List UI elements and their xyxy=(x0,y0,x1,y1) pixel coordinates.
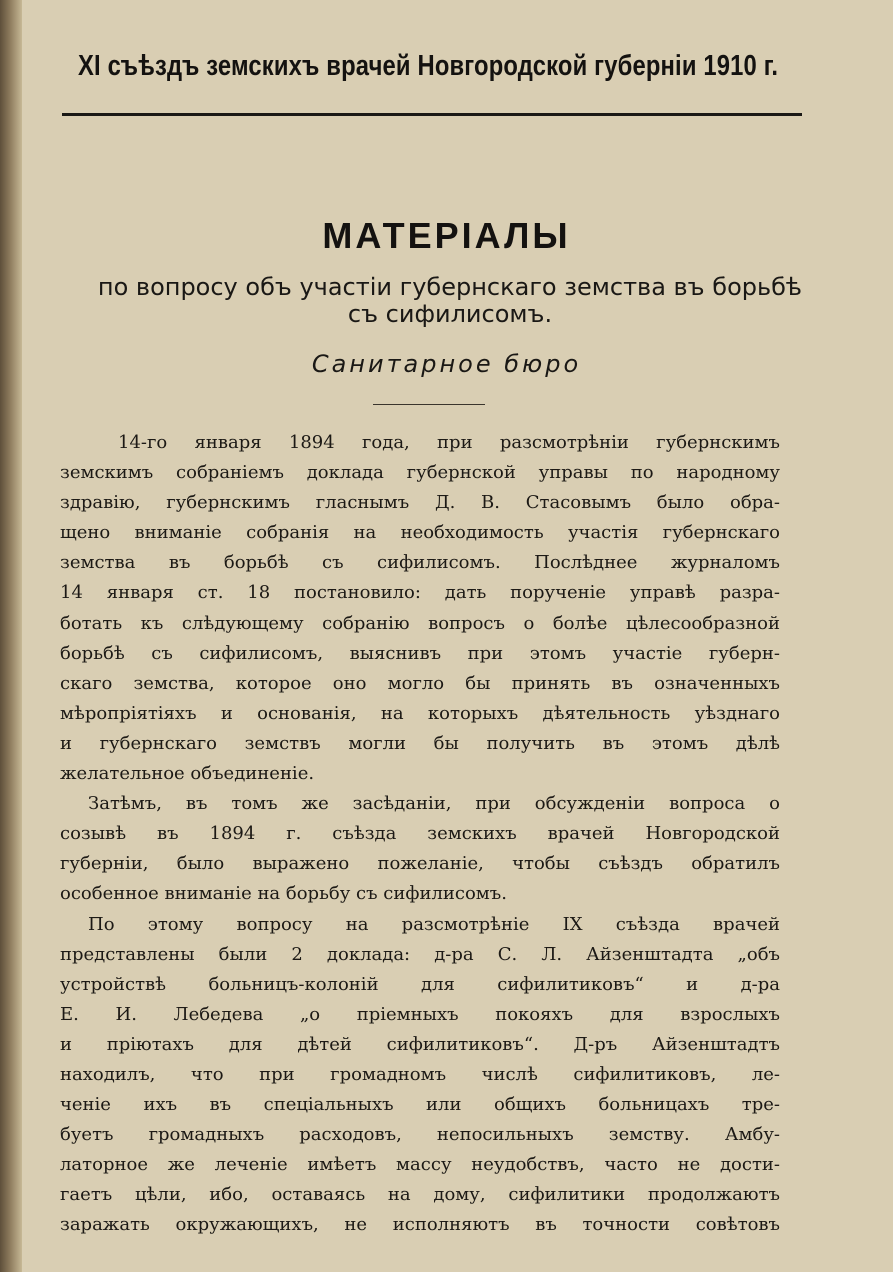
text-line: особенное вниманіе на борьбу съ сифилисомъ. xyxy=(60,883,507,905)
text-line: здравію, губернскимъ гласнымъ Д. В. Стасовымъ было обра- xyxy=(60,492,780,514)
text-line: представлены были 2 доклада: д-ра С. Л. Айзенштадта „объ xyxy=(60,943,780,965)
text-line: Затѣмъ, въ томъ же засѣданіи, при обсужденіи вопроса о xyxy=(88,793,780,815)
article-title: МАТЕРІАЛЫ xyxy=(322,215,571,256)
text-line: мѣропріятіяхъ и основанія, на которыхъ дѣятельность уѣзднаго xyxy=(60,702,780,724)
text-line: желательное объединеніе. xyxy=(60,763,315,785)
text-line: 14-го января 1894 года, при разсмотрѣніи губернскимъ xyxy=(118,432,780,453)
text-line: борьбѣ съ сифилисомъ, выяснивъ при этомъ участіе губерн- xyxy=(60,642,780,664)
text-line: ченіе ихъ въ спеціальныхъ или общихъ больницахъ тре- xyxy=(60,1094,780,1116)
text-line: земства въ борьбѣ съ сифилисомъ. Послѣднее журналомъ xyxy=(60,552,780,574)
subtitle-line-1: по вопросу объ участіи губернскаго земства въ борьбѣ xyxy=(97,273,803,301)
text-line: щено вниманіе собранія на необходимость участія губернскаго xyxy=(60,522,780,544)
text-line: латорное же леченіе имѣетъ массу неудобствъ, часто не дости- xyxy=(60,1154,780,1176)
title-separator-rule xyxy=(373,404,485,405)
text-line: находилъ, что при громадномъ числѣ сифилитиковъ, ле- xyxy=(60,1063,780,1085)
text-line: скаго земства, которое оно могло бы принять въ означенныхъ xyxy=(60,672,780,694)
text-line: ботать къ слѣдующему собранію вопросъ о болѣе цѣлесообразной xyxy=(60,612,780,634)
text-line: и губернскаго земствъ могли бы получить въ этомъ дѣлѣ xyxy=(60,732,780,754)
subtitle-line-2: съ сифилисомъ. xyxy=(347,300,553,328)
text-line: устройствѣ больницъ-колоній для сифилитиковъ“ и д-ра xyxy=(60,973,780,995)
article-subtitle xyxy=(60,274,840,328)
page-binding-edge xyxy=(0,0,22,1272)
header-rule xyxy=(62,113,802,116)
text-line: заражать окружающихъ, не исполняютъ въ точности совѣтовъ xyxy=(60,1214,780,1236)
text-line: губерніи, было выражено пожеланіе, чтобы съѣздъ обратилъ xyxy=(60,853,780,875)
text-line: 14 января ст. 18 постановило: дать порученіе управѣ разра- xyxy=(60,582,780,604)
text-line: созывѣ въ 1894 г. съѣзда земскихъ врачей Новгородской xyxy=(60,823,780,845)
text-line: По этому вопросу на разсмотрѣніе IX съѣзда врачей xyxy=(88,913,780,935)
text-line: Е. И. Лебедева „о пріемныхъ покояхъ для взрослыхъ xyxy=(60,1003,780,1025)
article-author: Санитарное бюро xyxy=(311,350,582,378)
text-line: и пріютахъ для дѣтей сифилитиковъ“. Д-ръ Айзенштадтъ xyxy=(60,1033,780,1055)
text-line: буетъ громадныхъ расходовъ, непосильныхъ земству. Амбу- xyxy=(60,1124,780,1146)
body-text xyxy=(60,428,780,1241)
running-header: XI съѣздъ земскихъ врачей Новгородской губерніи 1910 г. xyxy=(78,50,779,82)
text-line: гаетъ цѣли, ибо, оставаясь на дому, сифилитики продолжаютъ xyxy=(60,1184,780,1206)
text-line: земскимъ собраніемъ доклада губернской управы по народному xyxy=(60,462,780,484)
